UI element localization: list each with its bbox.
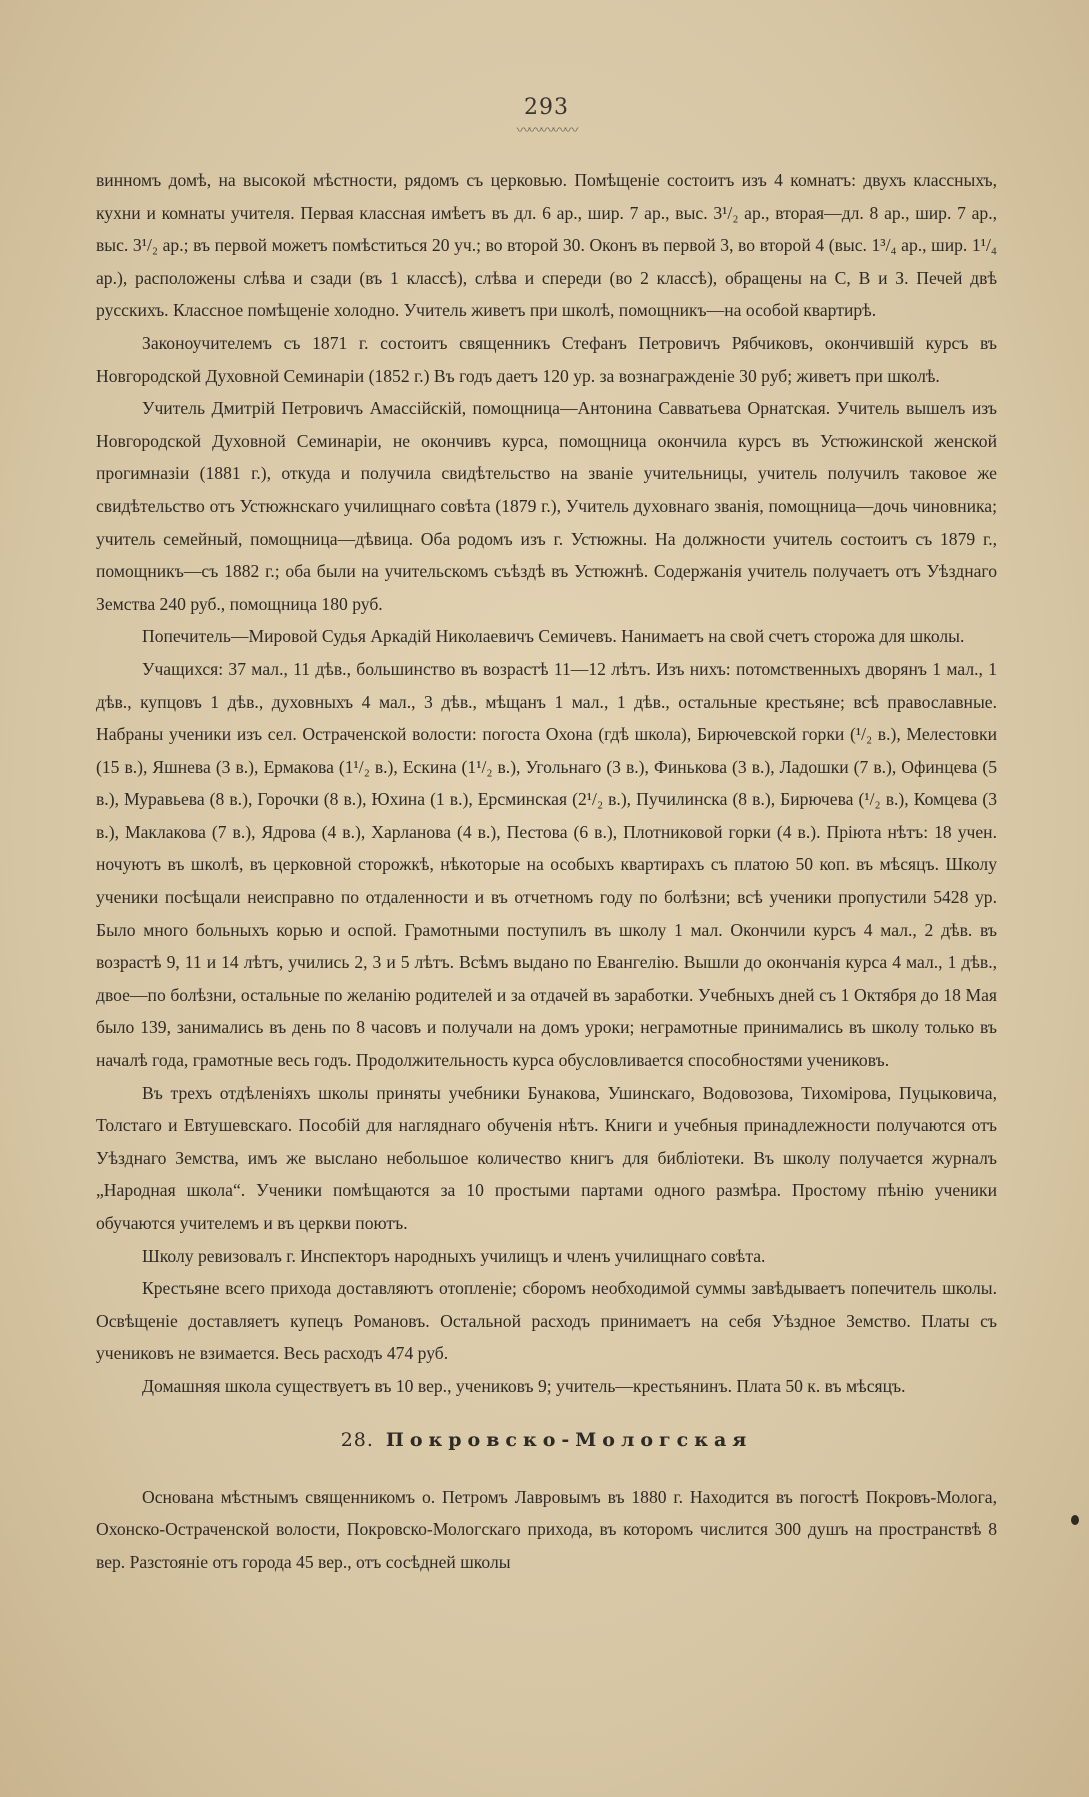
ink-speck <box>1071 1515 1079 1525</box>
header-ornament: 〰〰〰〰〰 <box>516 123 577 139</box>
section-heading <box>96 1429 997 1451</box>
paragraph-premises: винномъ домѣ, на высокой мѣстности, рядомъ съ церковью. Помѣщеніе состоитъ изъ 4 комнатъ: двухъ классныхъ, кухни и комнаты учителя. Первая классная имѣетъ въ дл. 6 ар., шир. 7 ар., выс. 3¹/₂ ар., вторая—дл. 8 ар., шир. 7 ар., выс. 3¹/₂ ар.; въ первой можетъ помѣститься 20 уч.; во второй 30. Оконъ въ первой 3, во второй 4 (выс. 1³/₄ ар., шир. 1¹/₄ ар.), расположены слѣва и сзади (въ 1 классѣ), слѣва и спереди (во 2 классѣ), обращены на С, В и З. Печей двѣ русскихъ. Классное помѣщеніе холодно. Учитель живетъ при школѣ, помощникъ—на особой квартирѣ. <box>96 170 997 321</box>
section-title: Покровско-Мологская <box>385 1428 753 1451</box>
paragraph-textbooks: Въ трехъ отдѣленіяхъ школы приняты учебники Бунакова, Ушинскаго, Водовозова, Тихомірова, Пуцыковича, Толстаго и Евтушевскаго. Пособій для нагляднаго обученія нѣтъ. Книги и учебныя принадлежности получаются отъ Уѣзднаго Земства, имъ же выслано небольшое количество книгъ для библіотеки. Въ школу получается журналъ „Народная школа“. Ученики помѣщаются за 10 простыми партами одного размѣра. Простому пѣнію ученики обучаются учителемъ и въ церкви поютъ. <box>96 1082 997 1233</box>
paragraph-inspection: Школу ревизовалъ г. Инспекторъ народныхъ училищъ и членъ училищнаго совѣта. <box>142 1245 766 1266</box>
page-number: 293 <box>524 95 569 120</box>
paragraph-pupils: Учащихся: 37 мал., 11 дѣв., большинство въ возрастѣ 11—12 лѣтъ. Изъ нихъ: потомственныхъ дворянъ 1 мал., 1 дѣв., купцовъ 1 дѣв., духовныхъ 4 мал., 3 дѣв., мѣщанъ 1 мал., 1 дѣв., остальные крестьяне; всѣ православные. Набраны ученики изъ сел. Остраченской волости: погоста Охона (гдѣ школа), Бирючевской горки (¹/₂ в.), Мелестовки (15 в.), Яшнева (3 в.), Ермакова (1¹/₂ в.), Ескина (1¹/₂ в.), Угольнаго (3 в.), Финькова (3 в.), Ладошки (7 в.), Офинцева (5 в.), Муравьева (8 в.), Горочки (8 в.), Юхина (1 в.), Ерсминская (2¹/₂ в.), Пучилинска (8 в.), Бирючева (¹/₂ в.), Комцева (3 в.), Маклакова (7 в.), Ядрова (4 в.), Харланова (4 в.), Пестова (6 в.), Плотниковой горки (4 в.). Пріюта нѣтъ: 18 учен. ночуютъ въ школѣ, въ церковной сторожкѣ, нѣкоторые на особыхъ квартирахъ съ платою 50 коп. въ мѣсяцъ. Школу ученики посѣщали неисправно по отдаленности и въ отчетномъ году по болѣзни; всѣ ученики пропустили 5428 ур. Было много больныхъ корью и оспой. Грамотными поступилъ въ школу 1 мал. Окончили курсъ 4 мал., 2 дѣв. въ возрастѣ 9, 11 и 14 лѣтъ, учились 2, 3 и 5 лѣтъ. Всѣмъ выдано по Евангелію. Вышли до окончанія курса 4 мал., 1 дѣв., двое—по болѣзни, остальные по желанію родителей и за отдачей въ заработки. Учебныхъ дней съ 1 Октября до 18 Мая было 139, занимались въ день по 8 часовъ и получали на домъ уроки; неграмотные принимались въ школу только въ началѣ года, грамотные весь годъ. Продолжительность курса обусловливается способностями учениковъ. <box>96 658 997 1071</box>
paragraph-law-teacher: Законоучителемъ съ 1871 г. состоитъ священникъ Стефанъ Петровичъ Рябчиковъ, окончившій курсъ въ Новгородской Духовной Семинаріи (1852 г.) Въ годъ даетъ 120 ур. за вознагражденіе 30 руб; живетъ при школѣ. <box>96 332 997 386</box>
paragraph-founding: Основана мѣстнымъ священникомъ о. Петромъ Лавровымъ въ 1880 г. Находится въ погостѣ Покровъ-Молога, Охонско-Остраченской волости, Покровско-Мологскаго прихода, въ которомъ числится 300 душъ на пространствѣ 8 вер. Разстояніе отъ города 45 вер., отъ сосѣдней школы <box>96 1486 997 1572</box>
paragraph-home-school: Домашняя школа существуетъ въ 10 вер., учениковъ 9; учитель—крестьянинъ. Плата 50 к. въ мѣсяцъ. <box>142 1375 906 1396</box>
paragraph-teachers: Учитель Дмитрій Петровичъ Амассійскій, помощница—Антонина Савватьева Орнатская. Учитель вышелъ изъ Новгородской Духовной Семинаріи, не окончивъ курса, помощница окончила курсъ въ Устюжинской женской прогимназіи (1881 г.), откуда и получила свидѣтельство на званіе учительницы, учитель получилъ таковое же свидѣтельство отъ Устюжнскаго училищнаго совѣта (1879 г.), Учитель духовнаго званія, помощница—дочь чиновника; учитель семейный, помощница—дѣвица. Оба родомъ изъ г. Устюжны. На должности учитель состоитъ съ 1879 г., помощникъ—съ 1882 г.; оба были на учительскомъ съѣздѣ въ Устюжнѣ. Содержанія учитель получаетъ отъ Уѣзднаго Земства 240 руб., помощница 180 руб. <box>96 398 997 614</box>
paragraph-expenses: Крестьяне всего прихода доставляютъ отопленіе; сборомъ необходимой суммы завѣдываетъ попечитель школы. Освѣщеніе доставляетъ купецъ Романовъ. Остальной расходъ принимаетъ на себя Уѣздное Земство. Платы съ учениковъ не взимается. Весь расходъ 474 руб. <box>96 1278 997 1364</box>
section-number: 28. <box>340 1428 374 1451</box>
paragraph-trustee: Попечитель—Мировой Судья Аркадій Николаевичъ Семичевъ. Нанимаетъ на свой счетъ сторожа для школы. <box>142 626 965 647</box>
